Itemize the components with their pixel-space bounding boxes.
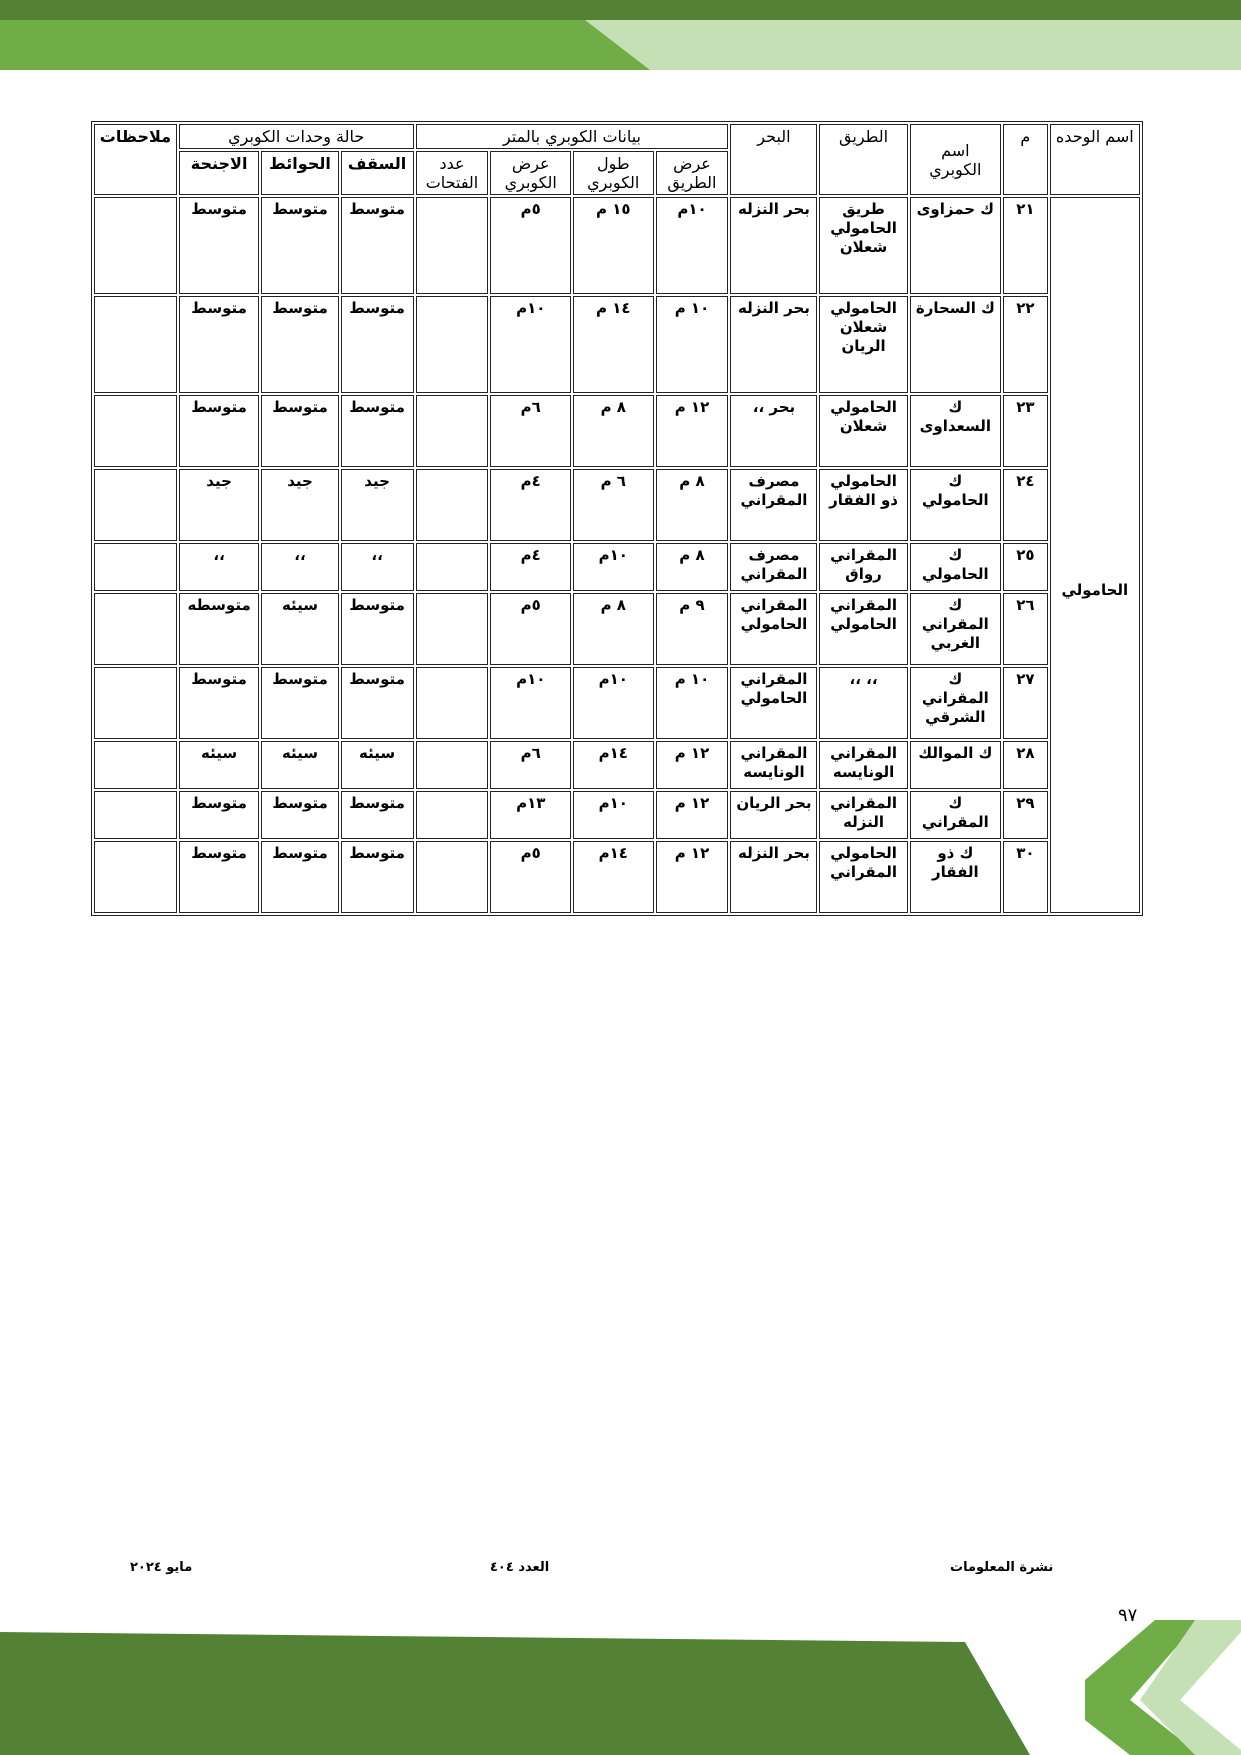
row-canal: مصرف المقراني [730, 469, 817, 541]
table-row [94, 296, 1140, 393]
row-roof-condition: سيئه [341, 741, 414, 789]
row-railings-condition: متوسط [261, 197, 338, 294]
row-road: الحامولي شعلان الريان [819, 296, 907, 393]
row-wings-condition: ،، [179, 543, 260, 591]
row-roof-condition: متوسط [341, 841, 414, 913]
row-road-width: ٨ م [656, 543, 729, 591]
row-openings [416, 543, 489, 591]
table-row [94, 791, 1140, 839]
header-bridge-length: طول الكوبري [573, 151, 654, 195]
row-road-width: ١٢ م [656, 395, 729, 467]
row-roof-condition: جيد [341, 469, 414, 541]
row-bridge-width: ١٣م [490, 791, 571, 839]
row-wings-condition: متوسط [179, 667, 260, 739]
row-roof-condition: متوسط [341, 395, 414, 467]
header-unit-name: اسم الوحده [1050, 124, 1140, 195]
row-bridge-length: ١٤ م [573, 296, 654, 393]
row-bridge-name: ك المقراني [910, 791, 1001, 839]
header-index: م [1003, 124, 1048, 195]
row-bridge-name: ك الموالك [910, 741, 1001, 789]
row-canal: المقراني الحامولي [730, 667, 817, 739]
row-notes [94, 543, 177, 591]
header-railings: الحوائط [261, 151, 338, 195]
row-notes [94, 197, 177, 294]
header-roof: السقف [341, 151, 414, 195]
header-road: الطريق [819, 124, 907, 195]
row-railings-condition: متوسط [261, 841, 338, 913]
row-wings-condition: جيد [179, 469, 260, 541]
row-bridge-width: ٥م [490, 593, 571, 665]
row-openings [416, 469, 489, 541]
table-row [94, 543, 1140, 591]
header-wings: الاجنحة [179, 151, 260, 195]
row-bridge-name: ك المقراني الغربي [910, 593, 1001, 665]
header-band-light [570, 20, 1241, 70]
row-openings [416, 197, 489, 294]
row-road: المقراني رواق [819, 543, 907, 591]
row-notes [94, 296, 177, 393]
row-railings-condition: سيئه [261, 593, 338, 665]
row-index: ٢٢ [1003, 296, 1048, 393]
row-wings-condition: متوسط [179, 791, 260, 839]
table-body [94, 197, 1140, 913]
row-index: ٢٦ [1003, 593, 1048, 665]
row-notes [94, 841, 177, 913]
header-openings: عدد الفتحات [416, 151, 489, 195]
row-bridge-name: ك الحامولي [910, 469, 1001, 541]
table-row [94, 593, 1140, 665]
footer-green-band [0, 1620, 1241, 1755]
row-road: الحامولي المقراني [819, 841, 907, 913]
row-bridge-width: ٥م [490, 197, 571, 294]
row-notes [94, 395, 177, 467]
row-railings-condition: سيئه [261, 741, 338, 789]
table-row [94, 667, 1140, 739]
row-road: الحامولي شعلان [819, 395, 907, 467]
row-bridge-name: ك السعداوى [910, 395, 1001, 467]
row-openings [416, 791, 489, 839]
row-notes [94, 791, 177, 839]
row-wings-condition: سيئه [179, 741, 260, 789]
row-roof-condition: ،، [341, 543, 414, 591]
header-bridge-name: اسم الكوبري [910, 124, 1001, 195]
row-wings-condition: متوسط [179, 197, 260, 294]
row-road-width: ٨ م [656, 469, 729, 541]
row-bridge-name: ك الحامولي [910, 543, 1001, 591]
row-roof-condition: متوسط [341, 791, 414, 839]
table-row [94, 197, 1140, 294]
row-canal: بحر الريان [730, 791, 817, 839]
row-railings-condition: متوسط [261, 296, 338, 393]
header-bridge-data-group: بيانات الكوبري بالمتر [416, 124, 729, 149]
row-bridge-width: ٤م [490, 469, 571, 541]
header-notes: ملاحظات [94, 124, 177, 195]
row-railings-condition: متوسط [261, 667, 338, 739]
row-index: ٢٨ [1003, 741, 1048, 789]
footer-date: مايو ٢٠٢٤ [130, 1560, 193, 1575]
row-road-width: ١٠ م [656, 667, 729, 739]
page-number: ٩٧ [1118, 1605, 1138, 1626]
row-bridge-length: ١٠م [573, 667, 654, 739]
row-notes [94, 469, 177, 541]
row-bridge-name: ك السحارة [910, 296, 1001, 393]
row-openings [416, 841, 489, 913]
row-bridge-length: ١٥ م [573, 197, 654, 294]
row-openings [416, 667, 489, 739]
row-notes [94, 667, 177, 739]
table-row [94, 469, 1140, 541]
unit-name-cell: الحامولي [1050, 197, 1140, 913]
row-canal: المقراني الونايسه [730, 741, 817, 789]
row-road: المقراني الونايسه [819, 741, 907, 789]
bridges-table [91, 121, 1143, 916]
row-index: ٢٥ [1003, 543, 1048, 591]
row-railings-condition: متوسط [261, 791, 338, 839]
table-row [94, 395, 1140, 467]
header-green-band [0, 0, 1241, 72]
row-bridge-length: ٨ م [573, 395, 654, 467]
row-bridge-length: ١٠م [573, 543, 654, 591]
row-bridge-length: ١٤م [573, 741, 654, 789]
row-notes [94, 593, 177, 665]
row-roof-condition: متوسط [341, 667, 414, 739]
row-openings [416, 395, 489, 467]
header-condition-group: حالة وحدات الكوبري [179, 124, 414, 149]
row-wings-condition: متوسط [179, 841, 260, 913]
row-bridge-width: ٦م [490, 395, 571, 467]
bridges-table-container [91, 121, 1143, 916]
row-road: ،، ،، [819, 667, 907, 739]
row-road: المقراني النزله [819, 791, 907, 839]
row-road-width: ٩ م [656, 593, 729, 665]
row-canal: مصرف المقراني [730, 543, 817, 591]
table-header-row-1 [94, 124, 1140, 149]
row-road-width: ١٢ م [656, 741, 729, 789]
header-band-mid [0, 20, 650, 70]
row-bridge-length: ١٤م [573, 841, 654, 913]
row-index: ٢٧ [1003, 667, 1048, 739]
row-roof-condition: متوسط [341, 296, 414, 393]
row-bridge-length: ٦ م [573, 469, 654, 541]
row-bridge-length: ٨ م [573, 593, 654, 665]
row-canal: بحر ،، [730, 395, 817, 467]
row-road: الحامولي ذو الفقار [819, 469, 907, 541]
row-canal: بحر النزله [730, 296, 817, 393]
row-railings-condition: متوسط [261, 395, 338, 467]
row-bridge-name: ك المقراني الشرقي [910, 667, 1001, 739]
row-bridge-width: ١٠م [490, 296, 571, 393]
row-index: ٢٣ [1003, 395, 1048, 467]
row-roof-condition: متوسط [341, 197, 414, 294]
row-wings-condition: متوسط [179, 296, 260, 393]
header-canal: البحر [730, 124, 817, 195]
row-openings [416, 593, 489, 665]
row-bridge-name: ك حمزاوى [910, 197, 1001, 294]
row-road: طريق الحامولي شعلان [819, 197, 907, 294]
row-openings [416, 296, 489, 393]
row-road-width: ١٢ م [656, 841, 729, 913]
header-bridge-width: عرض الكوبري [490, 151, 571, 195]
row-roof-condition: متوسط [341, 593, 414, 665]
row-bridge-width: ٦م [490, 741, 571, 789]
footer-publication: نشرة المعلومات [950, 1560, 1054, 1575]
row-index: ٢٩ [1003, 791, 1048, 839]
row-bridge-width: ٤م [490, 543, 571, 591]
row-bridge-length: ١٠م [573, 791, 654, 839]
header-road-width: عرض الطريق [656, 151, 729, 195]
row-notes [94, 741, 177, 789]
footer-issue: العدد ٤٠٤ [490, 1560, 550, 1575]
row-railings-condition: جيد [261, 469, 338, 541]
row-railings-condition: ،، [261, 543, 338, 591]
row-canal: المقراني الحامولي [730, 593, 817, 665]
row-road-width: ١٠م [656, 197, 729, 294]
row-index: ٣٠ [1003, 841, 1048, 913]
row-bridge-width: ٥م [490, 841, 571, 913]
row-road-width: ١٠ م [656, 296, 729, 393]
row-road-width: ١٢ م [656, 791, 729, 839]
row-road: المقراني الحامولي [819, 593, 907, 665]
row-index: ٢٤ [1003, 469, 1048, 541]
row-wings-condition: متوسط [179, 395, 260, 467]
row-canal: بحر النزله [730, 841, 817, 913]
row-wings-condition: متوسطه [179, 593, 260, 665]
row-canal: بحر النزله [730, 197, 817, 294]
table-row [94, 741, 1140, 789]
header-band-top-strip [0, 0, 1241, 20]
footer-band-main [0, 1632, 1030, 1755]
row-bridge-name: ك ذو الفقار [910, 841, 1001, 913]
row-bridge-width: ١٠م [490, 667, 571, 739]
row-openings [416, 741, 489, 789]
row-index: ٢١ [1003, 197, 1048, 294]
table-row [94, 841, 1140, 913]
